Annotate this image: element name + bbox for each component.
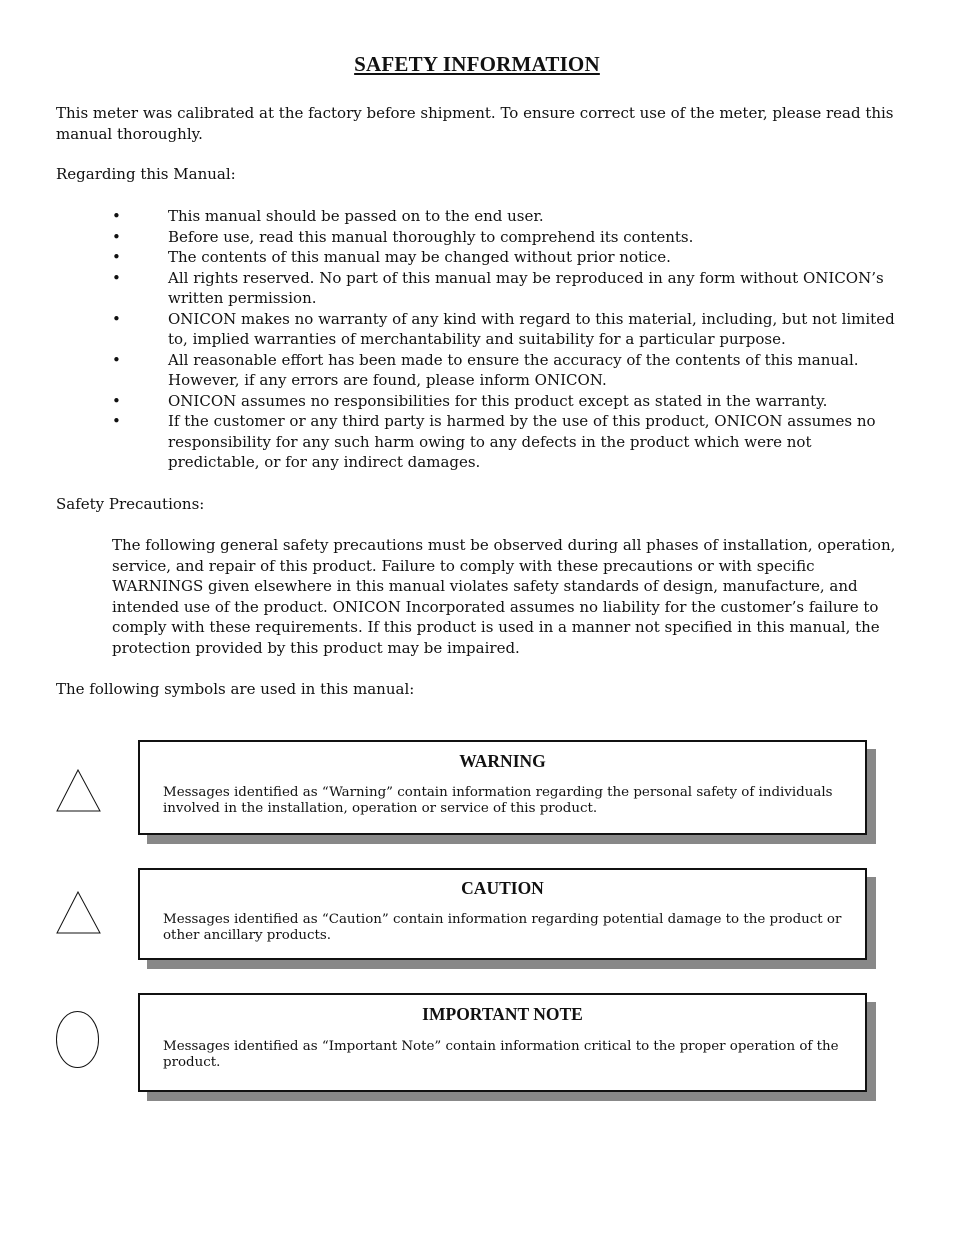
regarding-heading: Regarding this Manual:: [56, 165, 236, 183]
list-item: [112, 247, 902, 268]
warning-title: WARNING: [459, 751, 546, 771]
list-item-text: ONICON assumes no responsibilities for this product except as stated in the warranty.: [168, 391, 828, 410]
important-oval-icon: [55, 1010, 101, 1070]
list-item: [112, 206, 902, 227]
bullet-icon: •: [112, 227, 121, 246]
list-item-text: ONICON makes no warranty of any kind with regard to this material, including, but not limited to, implied warranties of merchantability and suitability for a particular purpose.: [168, 309, 895, 348]
caution-title: CAUTION: [461, 878, 544, 898]
manual-bullet-list: [112, 206, 902, 473]
important-note-text: Messages identified as “Important Note” contain information critical to the proper operation of the product.: [163, 1039, 839, 1070]
list-item: [112, 227, 902, 248]
symbols-intro: The following symbols are used in this manual:: [56, 680, 415, 698]
list-item: [112, 309, 902, 350]
important-note-box: [138, 993, 867, 1092]
warning-text: Messages identified as “Warning” contain information regarding the personal safety of individuals involved in the installation, operation or service of this product.: [163, 785, 833, 816]
list-item: [112, 268, 902, 309]
list-item: [112, 411, 902, 473]
bullet-icon: •: [112, 391, 121, 410]
intro-paragraph: This meter was calibrated at the factory before shipment. To ensure correct use of the meter, please read this manual thoroughly.: [56, 104, 894, 143]
list-item-text: Before use, read this manual thoroughly to comprehend its contents.: [168, 227, 694, 246]
list-item-text: If the customer or any third party is harmed by the use of this product, ONICON assumes no responsibility for any such harm owing to any defects in the product which were not predictable, or for any indirect damages.: [168, 412, 876, 471]
list-item-text: The contents of this manual may be changed without prior notice.: [168, 248, 671, 266]
bullet-icon: •: [112, 350, 121, 369]
safety-precautions-paragraph: The following general safety precautions must be observed during all phases of installation, operation, service, and repair of this product. Failure to comply with these precautions or with specific WARNINGS given elsewhere in this manual violates safety standards of design, manufacture, and intended use of the product. ONICON Incorporated assumes no liability for the customer’s failure to comply with these requirements. If this product is used in a manner not specified in this manual, the protection provided by this product may be impaired.: [112, 536, 896, 657]
warning-triangle-icon: [56, 768, 102, 814]
important-note-title: IMPORTANT NOTE: [422, 1004, 583, 1024]
list-item-text: This manual should be passed on to the end user.: [168, 207, 544, 225]
safety-precautions-heading: Safety Precautions:: [56, 495, 205, 513]
warning-box: [138, 740, 867, 835]
bullet-icon: •: [112, 412, 121, 430]
bullet-icon: •: [112, 207, 121, 225]
page-title: SAFETY INFORMATION: [354, 52, 600, 76]
bullet-icon: •: [112, 309, 121, 328]
bullet-icon: •: [112, 248, 121, 266]
list-item-text: All reasonable effort has been made to ensure the accuracy of the contents of this manual. However, if any errors are found, please inform ONICON.: [168, 350, 859, 389]
caution-box: [138, 868, 867, 960]
caution-text: Messages identified as “Caution” contain information regarding potential damage to the product or other ancillary products.: [163, 912, 842, 943]
list-item-text: All rights reserved. No part of this manual may be reproduced in any form without ONICON’s written permission.: [168, 268, 884, 307]
list-item: [112, 350, 902, 391]
list-item: [112, 391, 902, 412]
caution-triangle-icon: [56, 890, 102, 936]
bullet-icon: •: [112, 268, 121, 287]
